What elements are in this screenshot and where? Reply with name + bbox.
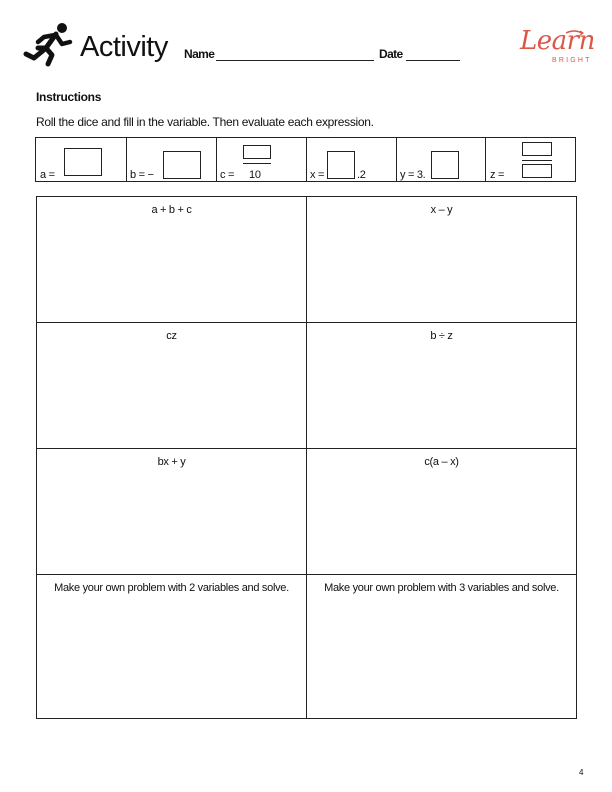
page-number: 4 (579, 768, 584, 777)
var-c-denominator: 10 (249, 169, 261, 181)
date-field[interactable] (406, 60, 460, 61)
name-field[interactable] (216, 60, 374, 61)
instructions-heading: Instructions (36, 90, 102, 104)
var-cell-z (486, 138, 575, 181)
problem-cell[interactable] (37, 323, 306, 448)
learn-bright-logo: Learn (520, 26, 595, 56)
problem-expression: b ÷ z (430, 330, 453, 342)
problem-expression: a + b + c (151, 204, 192, 216)
var-y-box[interactable] (431, 151, 459, 179)
fraction-bar (243, 163, 271, 164)
var-a-label: a = (40, 169, 55, 181)
var-x-suffix: .2 (357, 169, 366, 181)
var-x-label: x = (310, 169, 325, 181)
name-label: Name (184, 47, 215, 61)
problem-cell[interactable] (307, 449, 576, 574)
instructions-text: Roll the dice and fill in the variable. Then evaluate each expression. (36, 115, 374, 129)
var-b-label: b = − (130, 169, 154, 181)
own-problem-prompt: Make your own problem with 3 variables and solve. (324, 582, 559, 594)
logo-subtext: BRIGHT (552, 57, 592, 64)
own-problem-prompt: Make your own problem with 2 variables and solve. (54, 582, 289, 594)
var-cell-a (36, 138, 127, 181)
var-c-numerator-box[interactable] (243, 145, 271, 159)
problem-cell[interactable] (307, 197, 576, 322)
problem-cell[interactable] (37, 197, 306, 322)
var-z-denominator-box[interactable] (522, 164, 552, 178)
var-z-numerator-box[interactable] (522, 142, 552, 156)
problem-cell[interactable] (307, 323, 576, 448)
problem-expression: cz (166, 330, 177, 342)
problem-expression: x – y (430, 204, 453, 216)
own-problem-cell[interactable] (37, 575, 306, 718)
var-cell-b (127, 138, 217, 181)
own-problem-cell[interactable] (307, 575, 576, 718)
var-z-label: z = (490, 169, 505, 181)
var-c-label: c = (220, 169, 235, 181)
var-cell-c (217, 138, 307, 181)
running-person-icon (22, 22, 74, 68)
problems-grid (36, 196, 577, 719)
problem-cell[interactable] (37, 449, 306, 574)
page-title: Activity (80, 31, 168, 63)
problem-expression: c(a – x) (424, 456, 459, 468)
var-y-label: y = 3. (400, 169, 426, 181)
variables-table (35, 137, 576, 182)
problem-expression: bx + y (157, 456, 186, 468)
var-x-box[interactable] (327, 151, 355, 179)
date-label: Date (379, 47, 403, 61)
var-cell-y (397, 138, 486, 181)
var-cell-x (307, 138, 397, 181)
var-b-box[interactable] (163, 151, 201, 179)
var-a-box[interactable] (64, 148, 102, 176)
fraction-bar (522, 160, 552, 161)
